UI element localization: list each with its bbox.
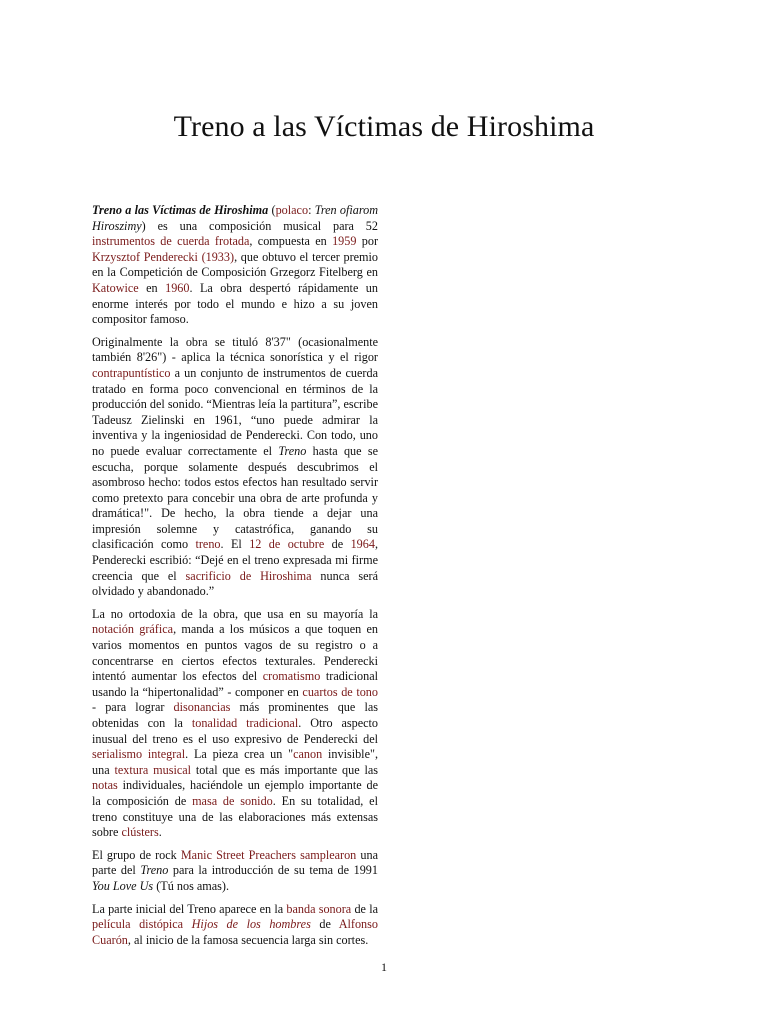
wiki-link[interactable]: samplearon <box>300 847 357 862</box>
body-text: de la <box>351 901 378 916</box>
paragraph <box>92 607 378 841</box>
lead-title-text: Treno a las Víctimas de Hiroshima <box>92 203 269 217</box>
wiki-link[interactable]: tonalidad tradicional <box>191 716 299 730</box>
body-text: nunca será olvidado y abandonado.” <box>92 568 378 599</box>
wiki-link[interactable]: disonancias <box>173 700 231 715</box>
body-text: para la introducción de su tema de 1991 <box>168 863 378 878</box>
body-text: de <box>324 537 351 552</box>
italic-text: Treno <box>278 443 307 458</box>
body-text: El grupo de rock <box>92 847 181 862</box>
wiki-link[interactable]: contrapuntístico <box>92 365 171 380</box>
body-text: a un conjunto de instrumentos de cuerda tratado en forma poco convencional en términos de la producción del sonido. “Mientras leía la partitura”, escribe Tadeusz Zielinski en 1961, “uno puede admirar la inventiva y la ingeniosidad de Penderecki. Con todo, uno no puede evaluar correctamente el <box>92 365 378 458</box>
body-text: hasta que se escucha, porque solamente después descubrimos el asombroso hecho: todos estos efectos han resultado servir como pretexto para concebir una obra de arte profunda y dramática!". De hecho, la obra tiende a dejar una impresión solemne y catastrófica, ganando su clasificación como <box>92 443 378 552</box>
page-title: Treno a las Víctimas de Hiroshima <box>173 110 595 143</box>
wiki-link[interactable]: 12 de octubre <box>249 537 325 552</box>
wiki-link[interactable]: banda sonora <box>286 901 352 916</box>
wiki-link[interactable]: 1964 <box>350 537 375 552</box>
wiki-link[interactable]: instrumentos de cuerda frotada <box>92 234 250 249</box>
body-text: , que obtuvo el tercer premio en la Competición de Composición Grzegorz Fitelberg en <box>92 249 379 280</box>
body-text: más prominentes que las obtenidas con la <box>92 700 378 730</box>
wiki-link[interactable]: Katowice <box>92 280 139 295</box>
body-text: . La pieza crea un " <box>185 747 294 762</box>
wiki-link[interactable]: Hijos de los hombres <box>191 917 311 932</box>
body-text: de <box>310 917 339 932</box>
body-text: en <box>138 280 166 295</box>
wiki-link[interactable]: (1933) <box>201 249 235 264</box>
wiki-link[interactable]: polaco <box>275 203 309 217</box>
wiki-link[interactable]: canon <box>293 747 323 762</box>
paragraph <box>92 335 378 600</box>
wiki-link[interactable]: notación gráfica <box>92 622 174 637</box>
wiki-link[interactable]: Alfonso Cuarón <box>92 917 378 947</box>
wiki-link[interactable]: serialismo integral <box>92 747 186 762</box>
body-text: individuales, haciéndole un ejemplo importante de la composición de <box>92 778 378 808</box>
body-text: por <box>356 234 379 249</box>
body-text: La parte inicial del Treno aparece en la <box>92 901 287 916</box>
body-text: , al inicio de la famosa secuencia larga sin cortes. <box>127 932 369 947</box>
body-text: , compuesta en <box>249 234 333 249</box>
body-text: una parte del <box>92 847 378 878</box>
body-text: (Tú nos amas). <box>153 878 230 893</box>
body-text: invisible", una <box>92 747 379 777</box>
body-text: . La obra despertó rápidamente un enorme interés por todo el mundo e hizo a su joven compositor famoso. <box>92 280 378 327</box>
body-text: . El <box>220 537 250 552</box>
wiki-link[interactable]: clústers <box>121 825 159 840</box>
body-text <box>183 917 192 931</box>
body-text: : <box>308 203 315 217</box>
body-text: , Penderecki escribió: “Dejé en el treno expresada mi firme creencia que el <box>92 537 378 583</box>
wiki-link[interactable]: Krzysztof Penderecki <box>92 249 198 264</box>
italic-text: Treno <box>140 863 169 878</box>
wiki-link[interactable]: textura musical <box>114 762 192 777</box>
body-text: . En su totalidad, el treno constituye una de las elaboraciones más extensas sobre <box>92 793 378 840</box>
italic-text: You Love Us <box>92 878 154 893</box>
wiki-link[interactable]: Manic Street Preachers <box>180 847 296 862</box>
paragraph <box>92 203 378 328</box>
wiki-link[interactable]: treno <box>195 537 221 552</box>
wiki-link[interactable]: masa de sonido <box>192 793 273 808</box>
paragraph <box>92 848 378 895</box>
paragraph <box>92 902 378 949</box>
body-text: - para lograr <box>92 700 174 715</box>
body-text: Originalmente la obra se tituló 8'37" (ocasionalmente también 8'26") - aplica la técnica sonorística y el rigor <box>92 334 378 365</box>
body-text: . Otro aspecto inusual del treno es el uso expresivo de Penderecki del <box>92 716 378 746</box>
body-text: , manda a los músicos a que toquen en varios momentos en puntos vagos de su registro o a concentrarse en ciertos efectos texturales. Penderecki intentó aumentar los efectos del <box>92 622 378 684</box>
body-text: . <box>158 825 162 840</box>
body-text: La no ortodoxia de la obra, que usa en su mayoría la <box>92 606 378 621</box>
body-text: ) es una composición musical para 52 <box>141 218 378 233</box>
article-body <box>92 203 378 955</box>
body-text: ( <box>268 203 276 217</box>
wiki-link[interactable]: notas <box>92 778 118 793</box>
wiki-link[interactable]: 1960 <box>165 280 190 295</box>
wiki-link[interactable]: película distópica <box>92 917 184 932</box>
body-text: tradicional usando la “hipertonalidad” - componer en <box>92 669 378 699</box>
wiki-link[interactable]: cuartos de tono <box>302 684 378 699</box>
body-text: total que es más importante que las <box>191 762 378 777</box>
wiki-link[interactable]: 1959 <box>332 234 357 249</box>
wiki-link[interactable]: cromatismo <box>262 669 321 684</box>
italic-text: Tren ofiarom Hiroszimy <box>92 203 379 233</box>
wiki-link[interactable]: sacrificio de Hiroshima <box>185 568 312 583</box>
page-number: 1 <box>381 960 387 974</box>
